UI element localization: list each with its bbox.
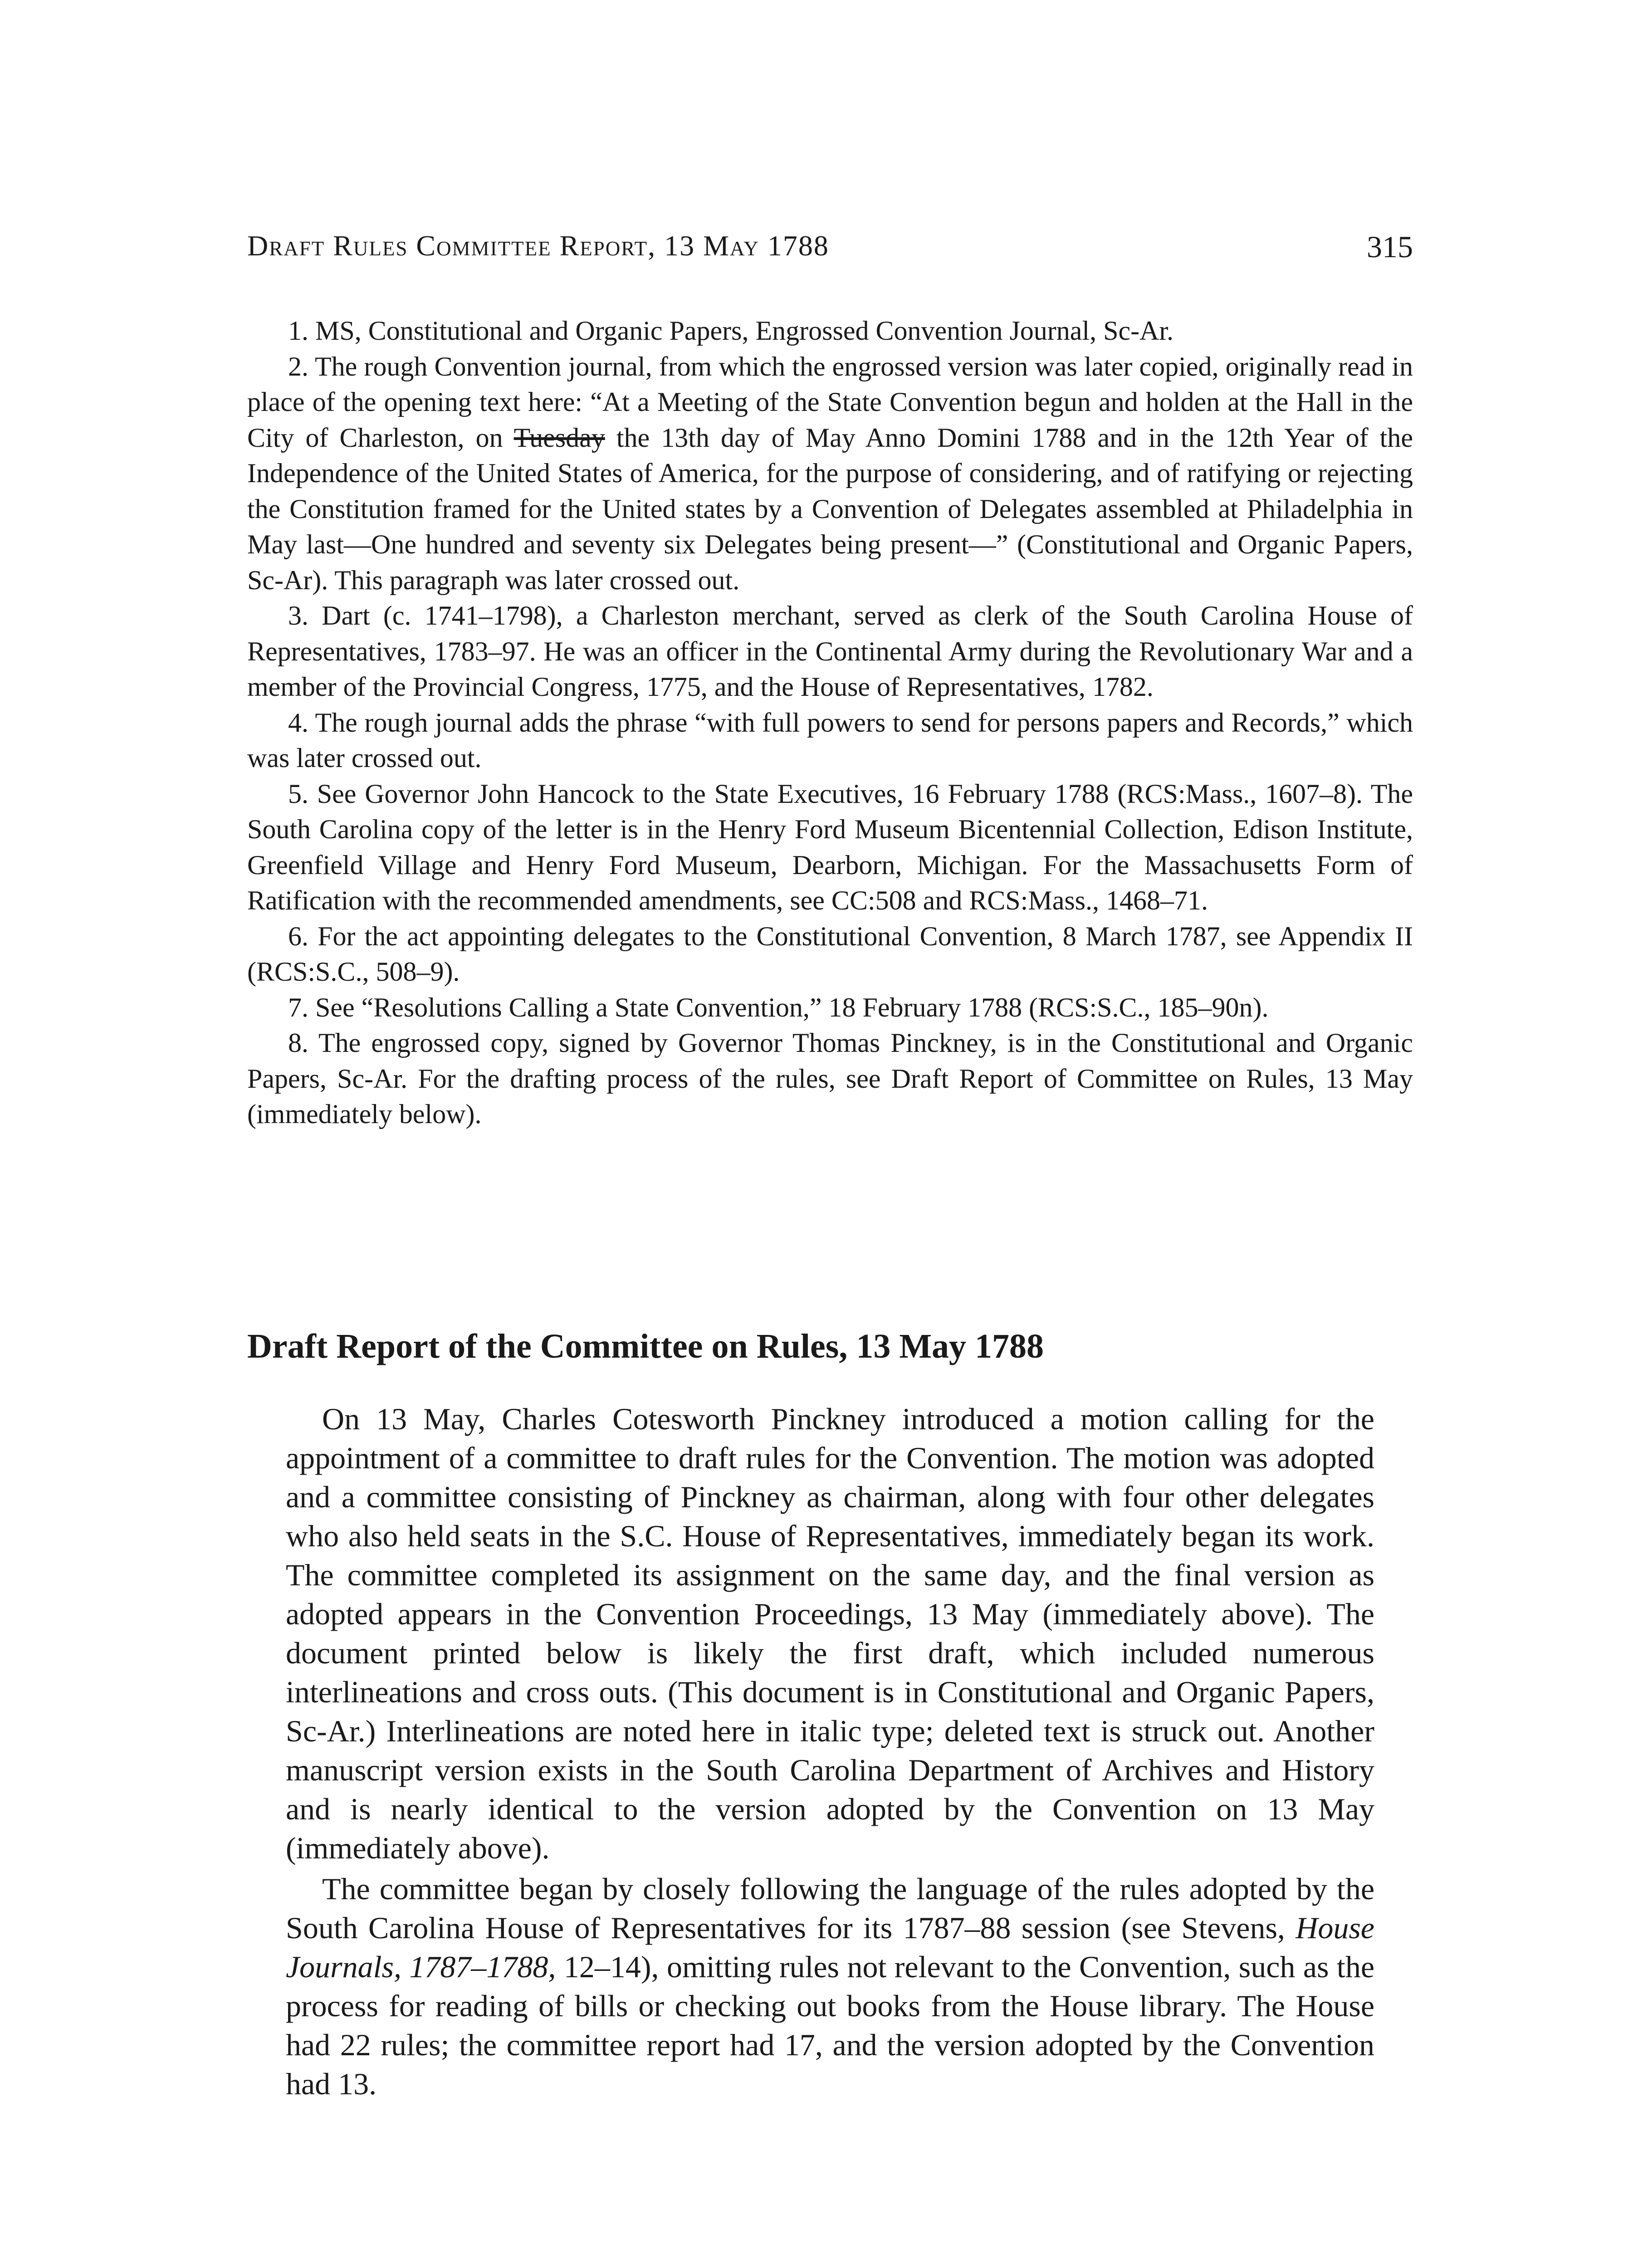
footnotes — [247, 313, 1413, 1132]
running-head: Draft Rules Committee Report, 13 May 1788 — [247, 230, 829, 262]
note-6: 6. For the act appointing delegates to the Constitutional Convention, 8 March 1787, see Appendix II (RCS:S.C., 508–9). — [247, 921, 1413, 987]
italic-citation: House Journals, 1787–1788, — [286, 1911, 1374, 1984]
page-header — [247, 229, 1413, 270]
note-8: 8. The engrossed copy, signed by Governor Thomas Pinckney, is in the Constitutional and Organic Papers, Sc-Ar. For the drafting process of the rules, see Draft Report of Committee on Rules, 13 May (immediately below). — [247, 1028, 1413, 1129]
body-paragraph-1: On 13 May, Charles Cotesworth Pinckney introduced a motion calling for the appointment of a committee to draft rules for the Convention. The motion was adopted and a committee consisting of Pinckney as chairman, along with four other delegates who also held seats in the S.C. House of Representatives, immediately began its work. The committee completed its assignment on the same day, and the final version as adopted appears in the Convention Proceedings, 13 May (immediately above). The document printed below is likely the first draft, which included numerous interlineations and cross outs. (This document is in Constitutional and Organic Papers, Sc-Ar.) Interlineations are noted here in italic type; deleted text is struck out. Another manuscript version exists in the South Carolina Department of Archives and History and is nearly identical to the version adopted by the Convention on 13 May (immediately above). — [286, 1402, 1374, 1865]
section-title: Draft Report of the Committee on Rules, 13 May 1788 — [247, 1327, 1044, 1365]
note-2 — [247, 349, 1413, 598]
struck-text: Tuesday — [513, 422, 605, 453]
note-2-text-cont: the 13th day of May Anno Domini 1788 and in the 12th Year of the Independence of the United States of America, for the purpose of considering, and of ratifying or rejecting the Constitution framed for the United states by a Convention of Delegates assembled at Philadelphia in May last—One hundred and seventy six Delegates being present—” (Constitutional and Organic Papers, Sc-Ar). This paragraph was later crossed out. — [247, 422, 1413, 595]
note-5: 5. See Governor John Hancock to the State Executives, 16 February 1788 (RCS:Mass., 1607–8). The South Carolina copy of the letter is in the Henry Ford Museum Bicentennial Collection, Edison Institute, Greenfield Village and Henry Ford Museum, Dearborn, Michigan. For the Massachusetts Form of Ratification with the recommended amendments, see CC:508 and RCS:Mass., 1468–71. — [247, 778, 1413, 915]
body-paragraph-2-text: The committee began by closely following the language of the rules adopted by the South Carolina House of Representatives for its 1787–88 session (see Stevens, — [286, 1872, 1374, 1945]
section-body — [286, 1399, 1374, 2103]
page-number: 315 — [1367, 230, 1413, 264]
note-1: 1. MS, Constitutional and Organic Papers, Engrossed Convention Journal, Sc-Ar. — [288, 316, 1174, 346]
note-4: 4. The rough journal adds the phrase “with full powers to send for persons papers and Records,” which was later crossed out. — [247, 707, 1413, 773]
note-7: 7. See “Resolutions Calling a State Convention,” 18 February 1788 (RCS:S.C., 185–90n). — [288, 992, 1269, 1022]
note-2-text: 2. The rough Convention journal, from which the engrossed version was later copied, originally read in place of the opening text here: “At a Meeting of the State Convention begun and holden at the Hall in the City of Charleston, on — [247, 351, 1413, 453]
body-paragraph-2-text-cont: 12–14), omitting rules not relevant to the Convention, such as the process for reading of bills or checking out books from the House library. The House had 22 rules; the committee report had 17, and the version adopted by the Convention had 13. — [286, 1950, 1375, 2101]
note-3: 3. Dart (c. 1741–1798), a Charleston merchant, served as clerk of the South Carolina House of Representatives, 1783–97. He was an officer in the Continental Army during the Revolutionary War and a member of the Provincial Congress, 1775, and the House of Representatives, 1782. — [247, 601, 1413, 702]
body-paragraph-2 — [286, 1869, 1374, 2103]
